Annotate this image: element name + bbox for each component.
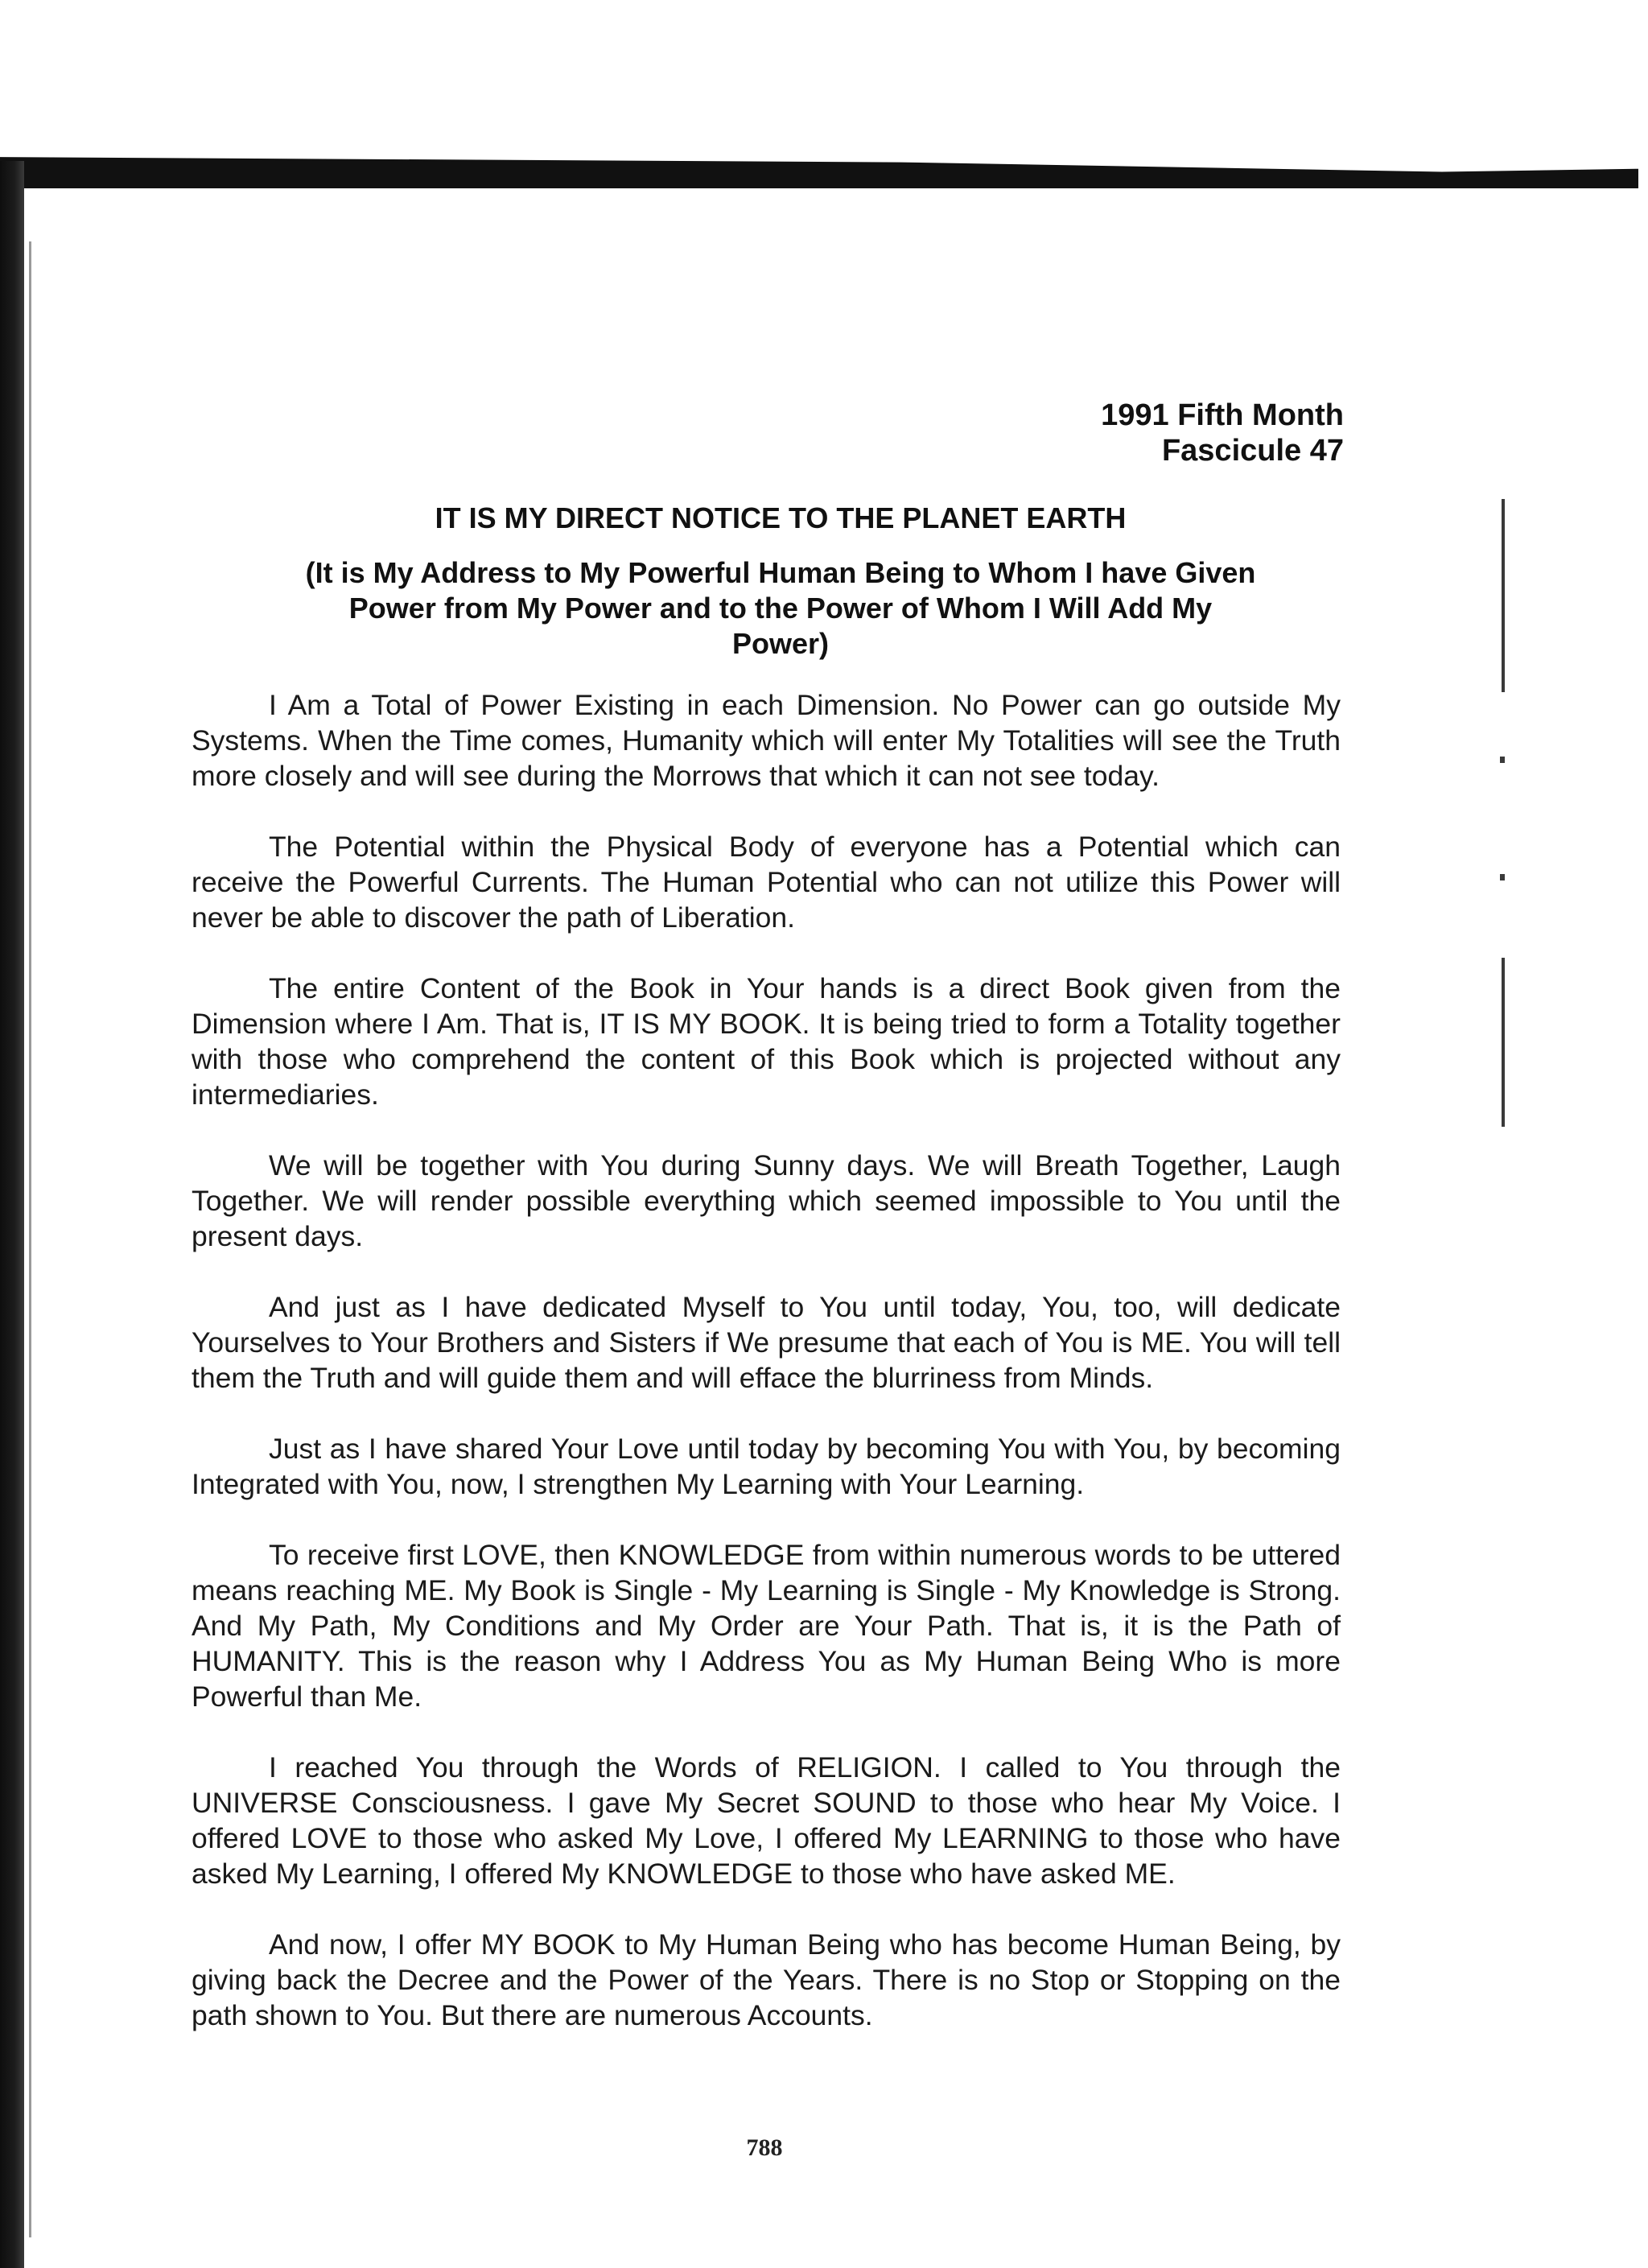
paragraph: We will be together with You during Sunny days. We will Breath Together, Laugh Together. We will render possible everything which seemed impossible to You until the present days. xyxy=(192,1149,1341,1252)
paragraph: To receive first LOVE, then KNOWLEDGE from within numerous words to be uttered means reaching ME. My Book is Single - My Learning is Single - My Knowledge is Strong. And My Path, My Conditions and My Order are Your Path. That is, it is the Path of HUMANITY. This is the reason why I Address You as My Human Being Who is more Powerful than Me. xyxy=(192,1539,1341,1713)
header-date: 1991 Fifth Month xyxy=(1101,398,1344,432)
page-subtitle: (It is My Address to My Powerful Human Being to Whom I have Given Power from My Power and to the Power of Whom I Will Add My Power) xyxy=(305,556,1256,660)
title-block xyxy=(298,501,1263,662)
paragraph: The entire Content of the Book in Your hands is a direct Book given from the Dimension where I Am. That is, IT IS MY BOOK. It is being tried to form a Totality together with those who comprehend the content of this Book which is projected without any intermediaries. xyxy=(192,972,1341,1111)
paragraph: I reached You through the Words of RELIGION. I called to You through the UNIVERSE Consciousness. I gave My Secret SOUND to those who hear My Voice. I offered LOVE to those who asked My Love, I offered My LEARNING to those who have asked My Learning, I offered My KNOWLEDGE to those who have asked ME. xyxy=(192,1751,1341,1890)
paragraph: And now, I offer MY BOOK to My Human Being who has become Human Being, by giving back the Decree and the Power of the Years. There is no Stop or Stopping on the path shown to You. But there are numerous Accounts. xyxy=(192,1928,1341,2031)
body-text xyxy=(192,687,1341,2068)
header-fascicule: Fascicule 47 xyxy=(1161,434,1344,468)
margin-mark xyxy=(1502,958,1505,1127)
margin-mark xyxy=(1502,499,1505,692)
margin-mark xyxy=(1500,874,1505,880)
fascicule-header xyxy=(1101,398,1344,468)
page-number: 788 xyxy=(746,2134,783,2161)
scan-edge-shadow xyxy=(0,145,1638,188)
page-edge-line xyxy=(29,241,31,2237)
paragraph: And just as I have dedicated Myself to You until today, You, too, will dedicate Yourselves to Your Brothers and Sisters if We presume that each of You is ME. You will tell them the Truth and will guide them and will efface the blurriness from Minds. xyxy=(192,1291,1341,1394)
paragraph: The Potential within the Physical Body of everyone has a Potential which can receive the Powerful Currents. The Human Potential who can not utilize this Power will never be able to discover the path of Liberation. xyxy=(192,831,1341,934)
book-spine-shadow xyxy=(0,161,24,2268)
margin-mark xyxy=(1500,757,1505,763)
paragraph: I Am a Total of Power Existing in each Dimension. No Power can go outside My Systems. When the Time comes, Humanity which will enter My Totalities will see the Truth more closely and will see during the Morrows that which it can not see today. xyxy=(192,689,1341,792)
paragraph: Just as I have shared Your Love until today by becoming You with You, by becoming Integrated with You, now, I strengthen My Learning with Your Learning. xyxy=(192,1433,1341,1500)
page-title: IT IS MY DIRECT NOTICE TO THE PLANET EARTH xyxy=(435,501,1127,534)
